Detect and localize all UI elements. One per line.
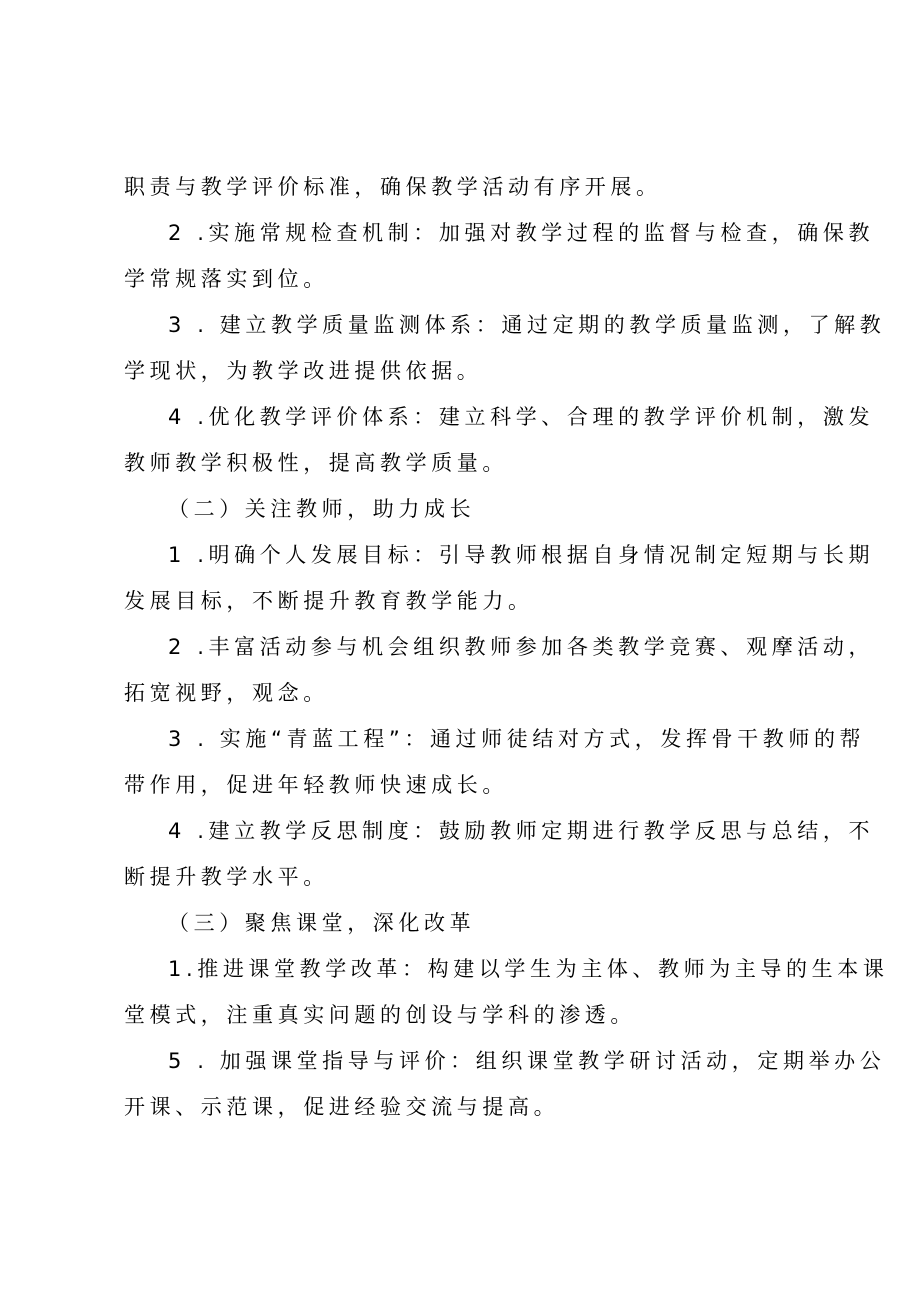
list-item-line: 2 .实施常规检查机制：加强对教学过程的监督与检查，确保教 [168,221,875,245]
section-heading: （三）聚焦课堂，深化改革 [168,911,476,935]
list-item-line: 4 .建立教学反思制度：鼓励教师定期进行教学反思与总结，不 [168,819,875,843]
list-item-line: 1.推进课堂教学改革：构建以学生为主体、教师为主导的生本课 [168,957,889,981]
list-item-line: 3 . 实施“青蓝工程”：通过师徒结对方式，发挥骨干教师的帮 [168,727,866,751]
list-item-line: 4 .优化教学评价体系：建立科学、合理的教学评价机制，激发 [168,405,875,429]
list-item-line: 断提升教学水平。 [124,865,329,889]
list-item-line: 开课、示范课，促进经验交流与提高。 [124,1095,560,1119]
section-heading: （二）关注教师，助力成长 [168,497,476,521]
list-item-line: 2 .丰富活动参与机会组织教师参加各类教学竞赛、观摩活动， [168,635,875,659]
list-item-line: 学现状，为教学改进提供依据。 [124,359,483,383]
list-item-line: 5 . 加强课堂指导与评价：组织课堂教学研讨活动，定期举办公 [168,1049,886,1073]
list-item-line: 3 . 建立教学质量监测体系：通过定期的教学质量监测，了解教 [168,313,886,337]
list-item-line: 1 .明确个人发展目标：引导教师根据自身情况制定短期与长期 [168,543,875,567]
list-item-line: 拓宽视野，观念。 [124,681,329,705]
list-item-line: 发展目标，不断提升教育教学能力。 [124,589,534,613]
list-item-line: 堂模式，注重真实问题的创设与学科的渗透。 [124,1003,636,1027]
list-item-line: 学常规落实到位。 [124,267,329,291]
list-item-line: 教师教学积极性，提高教学质量。 [124,451,508,475]
list-item-line: 带作用，促进年轻教师快速成长。 [124,773,508,797]
paragraph-line: 职责与教学评价标准，确保教学活动有序开展。 [124,175,662,199]
